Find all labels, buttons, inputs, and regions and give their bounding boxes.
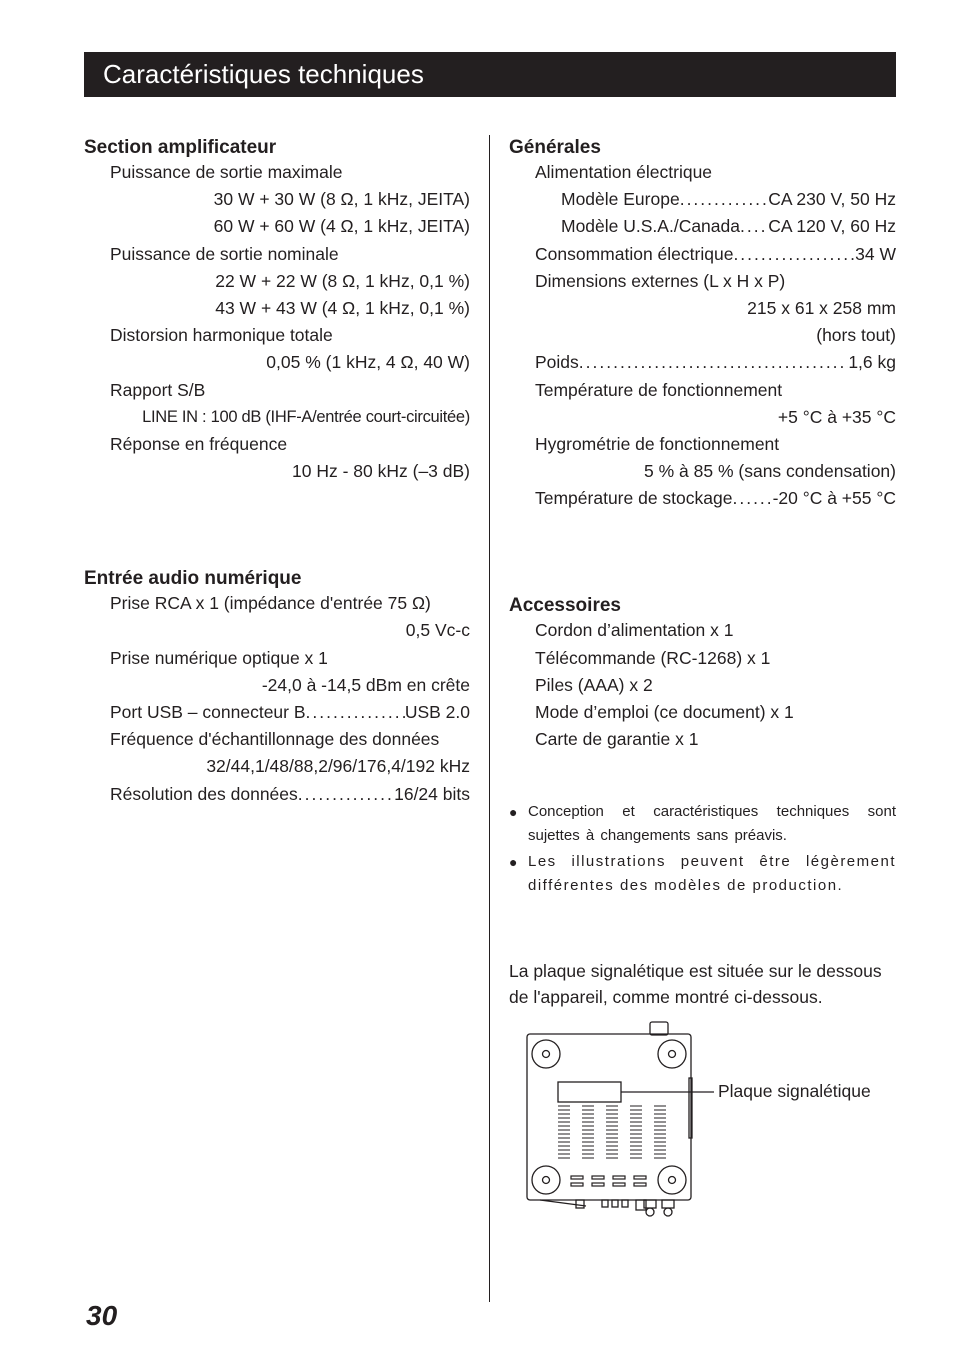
accessories-list [509,617,896,753]
spec-value: -20 °C à +55 °C [772,488,896,509]
spec-value: CA 120 V, 60 Hz [768,216,896,237]
spec-row [509,349,896,376]
spec-label: Carte de garantie x 1 [535,729,699,750]
accessories-heading: Accessoires [509,595,621,617]
spec-label: Mode d’emploi (ce document) x 1 [535,702,794,722]
note-text: Les illustrations peuvent être légèrement différentes des modèles de production. [528,853,896,894]
spec-row [84,781,470,808]
spec-label: Prise numérique optique x 1 [110,647,328,668]
digital-input-section [84,567,470,808]
spec-label: Modèle Europe [561,189,680,210]
device-bottom-illustration [524,1018,714,1218]
dot-leader [732,485,772,512]
plate-description: La plaque signalétique est située sur le dessous de l'appareil, comme montré ci-dessous. [509,961,882,1007]
right-column [509,135,896,753]
left-column [84,135,470,808]
amplifier-section [84,136,470,485]
note-item [509,850,896,898]
spec-row [509,241,896,268]
spec-row [509,213,896,240]
spec-value: 30 W + 30 W (8 Ω, 1 kHz, JEITA) [213,189,470,210]
spec-row [509,186,896,213]
spec-label: Port USB – connecteur B [110,702,306,722]
spec-value: 34 W [855,243,896,264]
spec-value: 0,5 Vc-c [405,620,470,641]
spec-value: 215 x 61 x 258 mm [747,297,896,318]
amplifier-heading: Section amplificateur [84,137,277,158]
page-title: Caractéristiques techniques [84,52,896,97]
bullet-icon: ● [509,804,518,820]
spec-value: 0,05 % (1 kHz, 4 Ω, 40 W) [266,352,470,373]
spec-label: Piles (AAA) x 2 [535,674,653,695]
spec-label: Température de stockage [535,488,733,509]
dot-leader [298,781,394,808]
spec-label: Réponse en fréquence [110,433,288,454]
spec-label: Dimensions externes (L x H x P) [535,270,786,291]
spec-label: Résolution des données [110,783,298,804]
spec-value: 1,6 kg [848,352,896,373]
spec-value: 32/44,1/48/88,2/96/176,4/192 kHz [206,756,470,777]
amplifier-specs [84,159,470,485]
spec-label: Cordon d’alimentation x 1 [535,620,734,641]
spec-label: Hygrométrie de fonctionnement [535,433,780,454]
spec-value: 60 W + 60 W (4 Ω, 1 kHz, JEITA) [213,216,470,237]
spec-label: Rapport S/B [110,379,206,400]
spec-row [509,485,896,512]
note-text: Conception et caractéristiques techniques sont sujettes à changements sans préavis. [528,803,896,844]
vent-slots [558,1106,666,1158]
spec-value: -24,0 à -14,5 dBm en crête [261,674,470,695]
spec-value: 16/24 bits [394,783,470,804]
spec-label: Puissance de sortie nominale [110,243,339,264]
spec-label: Alimentation électrique [535,162,713,182]
bullet-icon: ● [509,854,518,870]
digital-input-specs [84,590,470,808]
column-divider [489,135,490,1302]
spec-label: Modèle U.S.A./Canada [561,216,740,237]
spec-value: CA 230 V, 50 Hz [768,189,896,210]
spec-value: 43 W + 43 W (4 Ω, 1 kHz, 0,1 %) [215,297,470,318]
plate-callout-label: Plaque signalétique [718,1081,871,1101]
digital-input-heading: Entrée audio numérique [84,568,302,590]
spec-value: 5 % à 85 % (sans condensation) [644,461,896,482]
general-heading: Générales [509,137,601,158]
rating-plate [558,1082,621,1102]
note-item [509,800,896,848]
spec-value: USB 2.0 [404,702,470,722]
spec-value: +5 °C à +35 °C [777,406,896,427]
dot-leader [740,213,768,240]
dot-leader [680,186,769,213]
accessories-section [509,594,896,753]
spec-label: Distorsion harmonique totale [110,325,333,346]
spec-label: Fréquence d'échantillonnage des données [110,729,440,750]
spec-row [84,699,470,726]
general-section [509,136,896,512]
spec-value: 22 W + 22 W (8 Ω, 1 kHz, 0,1 %) [215,270,470,291]
notes-list [509,800,896,900]
dot-leader [579,349,849,376]
spec-label: Température de fonctionnement [535,379,783,400]
spec-label: Prise RCA x 1 (impédance d'entrée 75 Ω) [110,593,431,614]
page-number: 30 [86,1300,118,1331]
dot-leader [306,699,405,726]
spec-value: LINE IN : 100 dB (IHF-A/entrée court-circuitée) [142,407,470,426]
spec-label: Poids [535,352,579,373]
spec-label: Consommation électrique [535,243,734,264]
general-specs [509,159,896,512]
dot-leader [733,241,855,268]
spec-label: Télécommande (RC-1268) x 1 [535,647,771,668]
spec-label: Puissance de sortie maximale [110,162,343,182]
spec-value: 10 Hz - 80 kHz (–3 dB) [292,461,470,482]
spec-value: (hors tout) [816,325,896,346]
